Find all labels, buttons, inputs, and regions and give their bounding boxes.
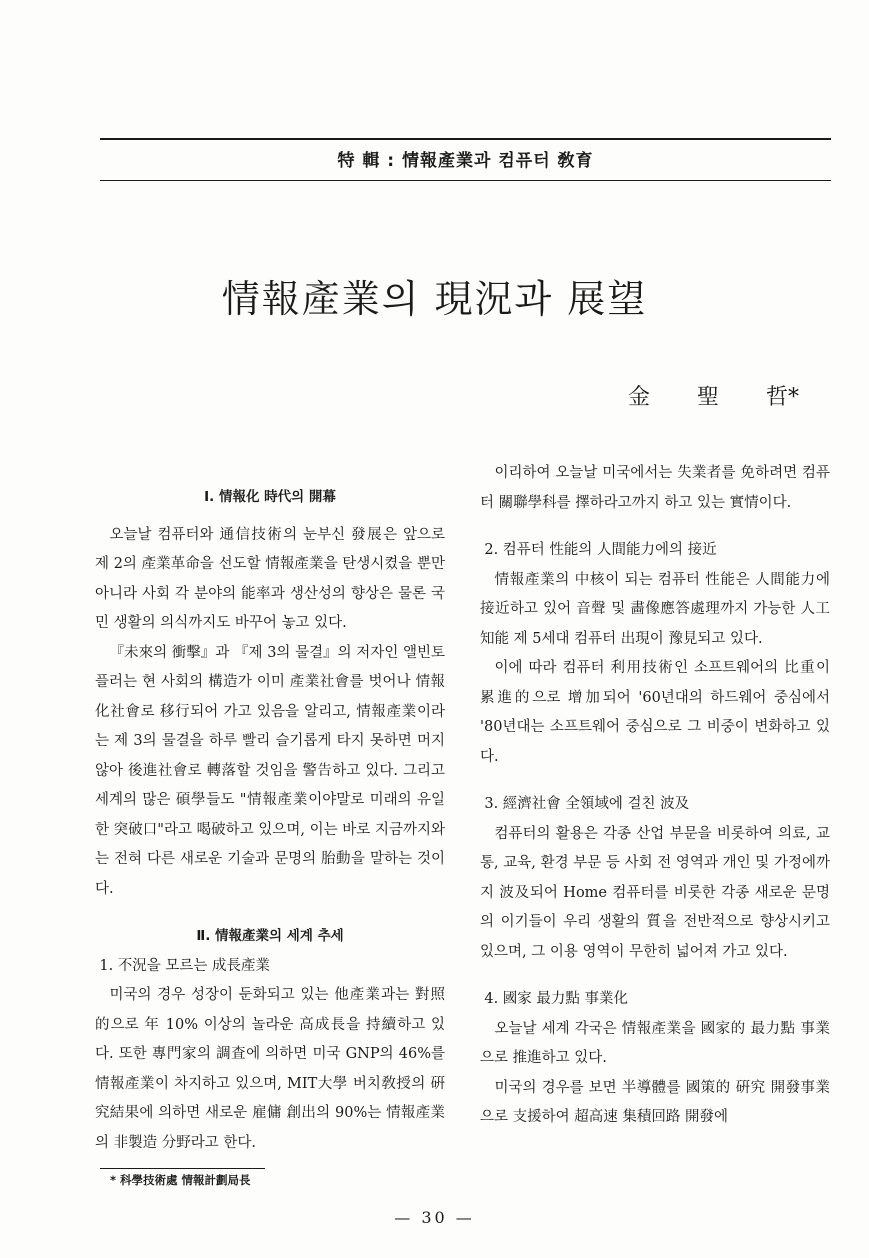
paragraph: 情報產業의 中核이 되는 컴퓨터 性能은 人間能力에 接近하고 있어 音聲 및 畵像應答處理까지 가능한 人工知能 제 5세대 컴퓨터 出現이 豫見되고 있다. [480,571,830,647]
paragraph: 오늘날 세계 각국은 情報產業을 國家的 最力點 事業으로 推進하고 있다. [480,1020,830,1066]
header-top-rule [100,138,831,140]
subsection-heading: 4. 國家 最力點 事業化 [484,991,629,1007]
paragraph: 컴퓨터의 활용은 각종 산업 부문을 비롯하여 의료, 교통, 교육, 환경 부문 등 사회 전 영역과 개인 및 가정에까지 波及되어 Home 컴퓨터를 비롯한 각종 새로운 문명의 이기들이 우리 생활의 質을 전반적으로 향상시키고 있으며, 그 이용 영역이 무한히 넓어져 가고 있다. [480,825,830,960]
section-heading-1: Ⅰ. 情報化 時代의 開幕 [204,489,336,505]
page-number: — 30 — [394,1208,475,1227]
article-title: 情報產業의 現況과 展望 [221,277,648,321]
header-bottom-rule [100,180,831,181]
subsection-heading: 3. 經濟社會 全領域에 걸친 波及 [484,796,690,812]
footnote: * 科學技術處 情報計劃局長 [110,1173,251,1187]
section-heading-2: Ⅱ. 情報產業의 세계 추세 [196,928,344,944]
paragraph: 『未來의 衝擊』과 『제 3의 물결』의 저자인 앨빈토플러는 현 사회의 構造가 이미 產業社會를 벗어나 情報化社會로 移行되어 가고 있음을 알리고, 情報產業이라는 제 3의 물결을 하루 빨리 슬기롭게 타지 못하면 머지 않아 後進社會로 轉落할 것임을 警告하고 있다. 그리고 세계의 많은 碩學들도 "情報產業이야말로 미래의 유일한 突破口"라고 喝破하고 있으며, 이는 바로 지금까지와는 전혀 다른 새로운 기술과 문명의 胎動을 말하는 것이다. [95,644,445,897]
section-header: 特 輯 : 情報產業과 컴퓨터 敎育 [337,151,594,171]
footnote-rule [100,1168,265,1169]
paragraph: 미국의 경우 성장이 둔화되고 있는 他產業과는 對照的으로 年 10% 이상의 놀라운 高成長을 持續하고 있다. 또한 專門家의 調査에 의하면 미국 GNP의 46%를 情報產業이 차지하고 있으며, MIT大學 버치敎授의 硏究結果에 의하면 새로운 雇傭 創出의 90%는 情報產業의 非製造 分野라고 한다. [95,987,445,1151]
paragraph: 미국의 경우를 보면 半導體를 國策的 硏究 開發事業으로 支援하여 超高速 集積回路 開發에 [480,1079,830,1125]
right-column [480,459,830,1133]
left-column [95,483,445,1158]
subsection-heading: 1. 不況을 모르는 成長產業 [99,957,271,974]
author-name: 金 聖 哲* [628,385,799,410]
paragraph: 이에 따라 컴퓨터 利用技術인 소프트웨어의 比重이 累進的으로 增加되어 '60년대의 하드웨어 중심에서 '80년대는 소프트웨어 중심으로 그 비중이 변화하고 있다. [480,660,830,765]
subsection-heading: 2. 컴퓨터 性能의 人間能力에의 接近 [484,542,717,558]
paragraph: 오늘날 컴퓨터와 通信技術의 눈부신 發展은 앞으로 제 2의 產業革命을 선도할 情報產業을 탄생시켰을 뿐만 아니라 사회 각 분야의 能率과 생산성의 향상은 물론 국민 생활의 의식까지도 바꾸어 놓고 있다. [95,526,445,631]
paragraph: 이리하여 오늘날 미국에서는 失業者를 免하려면 컴퓨터 關聯學科를 擇하라고까지 하고 있는 實情이다. [480,465,830,511]
